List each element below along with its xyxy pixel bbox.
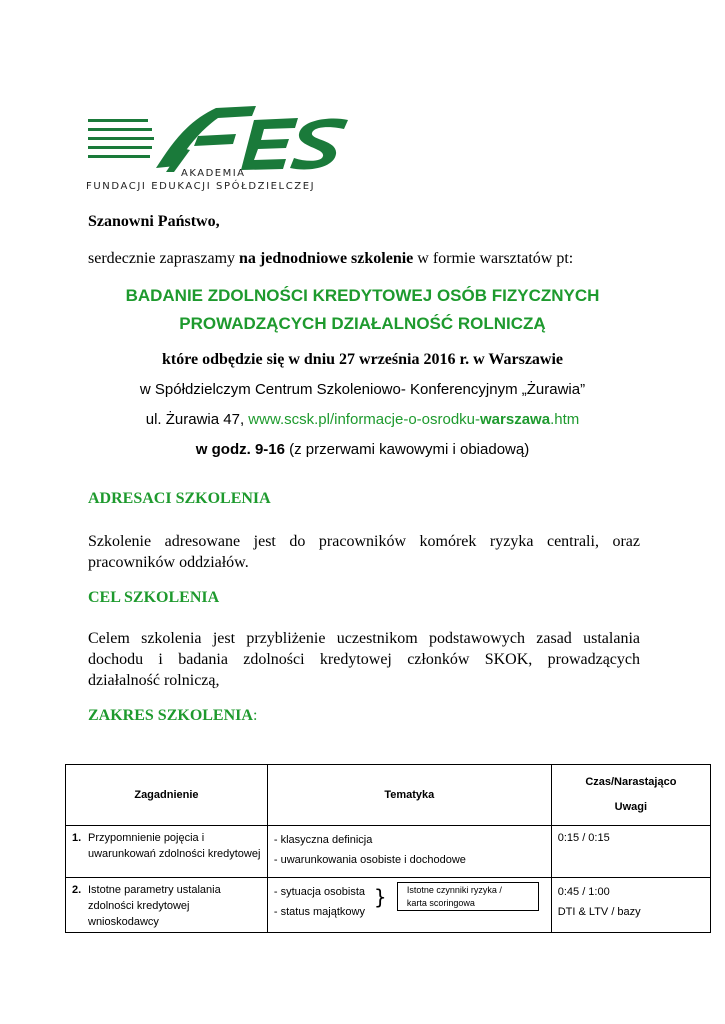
subject-item: - uwarunkowania osobiste i dochodowe [273,854,466,866]
venue-address [0,411,725,428]
row-time: 0:45 / 1:00 [557,886,610,898]
brace-icon: } [373,885,387,909]
table-row [66,878,711,933]
hours-bold: w godz. 9-16 [195,441,285,458]
row-subject-cell [267,878,551,933]
row-topic: Istotne parametry ustalania zdolności kredytowej wnioskodawcy [88,884,221,928]
paragraph-line: Celem szkolenia jest przybliżenie uczestnikom podstawowych zasad ustalania [88,630,640,647]
logo-text-akademia: AKADEMIA [181,168,246,179]
header-time: Czas/Narastająco [585,776,677,788]
paragraph-line: działalność rolniczą, [88,672,220,689]
date-line: które odbędzie się w dniu 27 września 2016 r. w Warszawie [161,351,564,368]
table-row [66,826,711,878]
invite-pre: serdecznie zapraszamy [88,250,240,267]
training-title-line2: PROWADZĄCYCH DZIAŁALNOŚĆ ROLNICZĄ [179,314,546,333]
row-subject-cell [267,826,551,878]
paragraph-line: Szkolenie adresowane jest do pracowników komórek ryzyka centrali, oraz [88,533,640,550]
paragraph-line: dochodu i badania zdolności kredytowej członków SKOK, prowadzących [88,651,640,668]
row-topic: Przypomnienie pojęcia i uwarunkowań zdolności kredytowej [88,832,261,860]
program-table [65,764,711,933]
header-topic: Zagadnienie [66,765,268,826]
section-heading-adresaci: ADRESACI SZKOLENIA [88,490,271,507]
address-text: ul. Żurawia 47, [145,411,249,428]
venue-hours [0,441,725,458]
section-heading-cel: CEL SZKOLENIA [88,589,220,606]
subject-item: - status majątkowy [273,906,365,918]
row-number: 2. [72,884,82,896]
logo-text-fundacja: FUNDACJI EDUKACJI SPÓŁDZIELCZEJ [86,181,316,192]
subject-item: - klasyczna definicja [273,834,373,846]
row-time: 0:15 / 0:15 [557,832,610,844]
venue-name: w Spółdzielczym Centrum Szkoleniowo- Konferencyjnym „Żurawia” [139,381,586,398]
risk-factors-box: Istotne czynniki ryzyka / karta scoringowa [397,882,539,911]
header-time-notes [551,765,710,826]
section-heading-zakres: ZAKRES SZKOLENIA: [88,707,258,724]
greeting: Szanowni Państwo, [88,213,220,230]
row-time-cell [551,826,710,878]
row-extra-note: DTI & LTV / bazy [557,906,641,918]
paragraph-adresaci [88,531,640,573]
invite-bold: na jednodniowe szkolenie [239,250,414,267]
invite-post: w formie warsztatów pt: [413,250,574,267]
row-topic-cell [66,878,268,933]
subject-item: - sytuacja osobista [273,886,365,898]
invitation-line [88,250,573,268]
row-time-cell [551,878,710,933]
row-number: 1. [72,832,82,844]
row-topic-cell [66,826,268,878]
training-title-line1: BADANIE ZDOLNOŚCI KREDYTOWEJ OSÓB FIZYCZNYCH [125,286,600,305]
header-subject: Tematyka [267,765,551,826]
paragraph-cel [88,628,640,691]
venue-url[interactable]: www.scsk.pl/informacje-o-osrodku-warszawa.htm [248,411,580,428]
paragraph-line: pracowników oddziałów. [88,554,249,571]
hours-note: (z przerwami kawowymi i obiadową) [284,441,530,458]
header-notes: Uwagi [614,801,648,813]
table-header-row [66,765,711,826]
